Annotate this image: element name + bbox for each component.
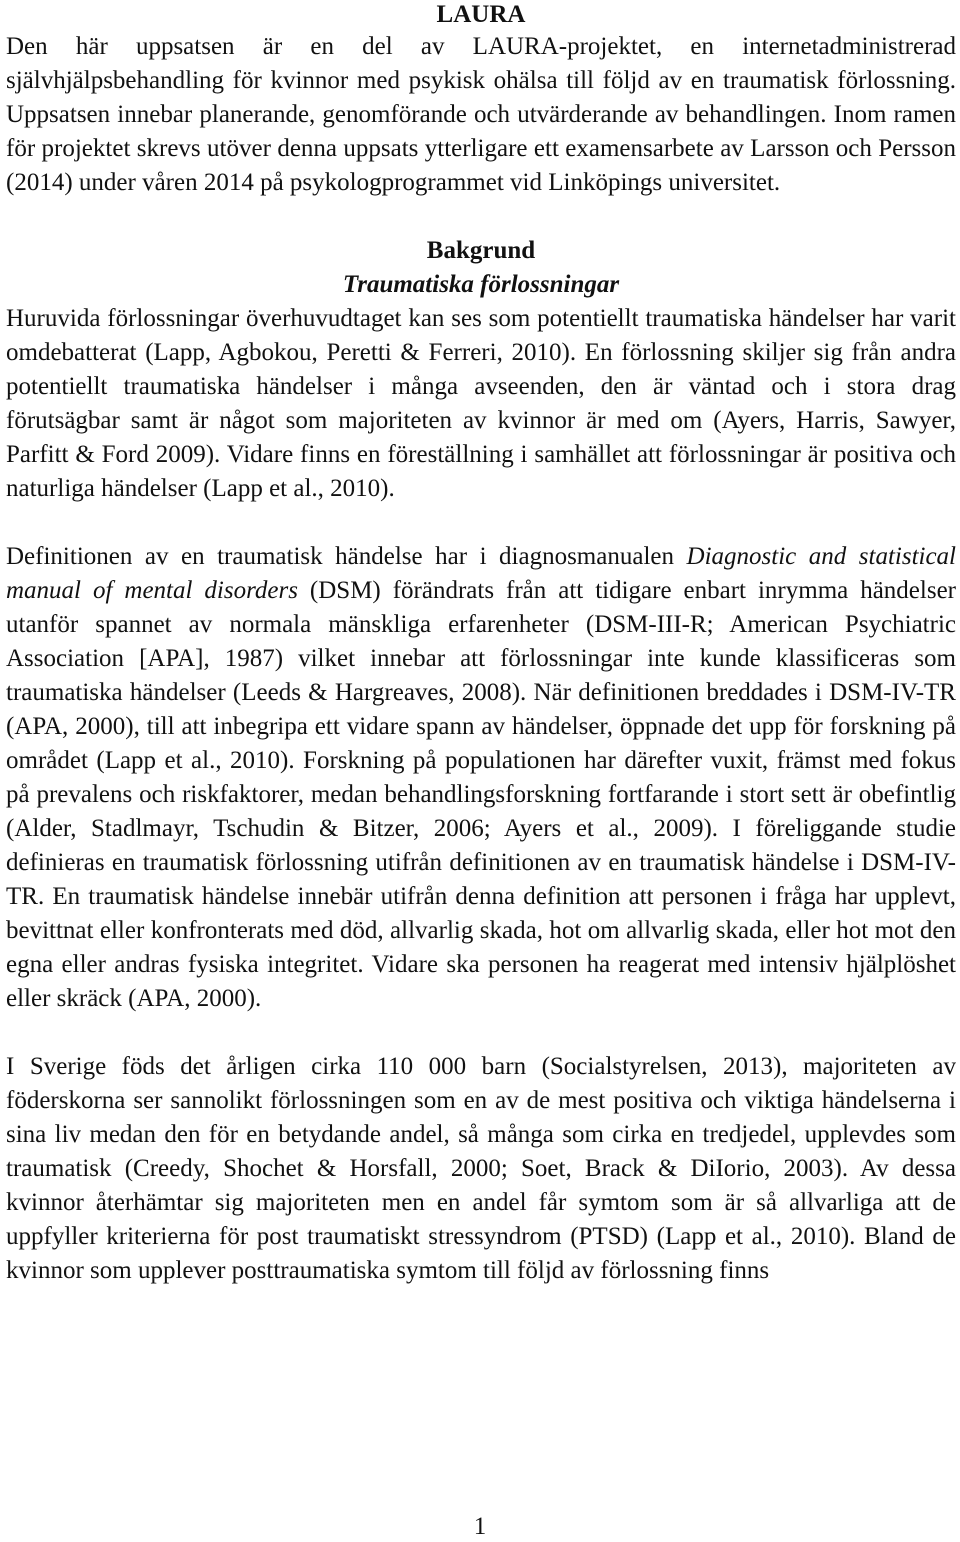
document-page (6, 0, 956, 1288)
body-paragraph-2 (6, 540, 956, 1016)
spacer (6, 1016, 956, 1050)
body-paragraph-1: Huruvida förlossningar överhuvudtaget kan ses som potentiellt traumatiska händelser har varit omdebatterat (Lapp, Agbokou, Peretti & Ferreri, 2010). En förlossning skiljer sig från andra potentiellt traumatiska händelser i många avseenden, den är väntad och i stora drag förutsägbar samt är något som majoriteten av kvinnor är med om (Ayers, Harris, Sawyer, Parfitt & Ford 2009). Vidare finns en föreställning i samhället att förlossningar är positiva och naturliga händelser (Lapp et al., 2010). (6, 305, 956, 502)
dsm-title-italic: Diagnostic and statistical manual of mental disorders (6, 543, 956, 604)
intro-paragraph: Den här uppsatsen är en del av LAURA-projektet, en internetadministrerad självhjälpsbehandling för kvinnor med psykisk ohälsa till följd av en traumatisk förlossning. Uppsatsen innebar planerande, genomförande och utvärderande av behandlingen. Inom ramen för projektet skrevs utöver denna uppsats ytterligare ett examensarbete av Larsson och Persson (2014) under våren 2014 på psykologprogrammet vid Linköpings universitet. (6, 33, 956, 196)
subsection-heading: Traumatiska förlossningar (342, 271, 620, 298)
spacer (6, 200, 956, 234)
paragraph-2-text-start: Definitionen av en traumatisk händelse har i diagnosmanualen (6, 543, 687, 570)
spacer (6, 506, 956, 540)
page-number: 1 (473, 1513, 487, 1540)
body-paragraph-3: I Sverige föds det årligen cirka 110 000 barn (Socialstyrelsen, 2013), majoriteten av föderskorna ser sannolikt förlossningen som en av de mest positiva och viktiga händelserna i sina liv medan den för en betydande andel, så många som cirka en tredjedel, upplevdes som traumatisk (Creedy, Shochet & Horsfall, 2000; Soet, Brack & DiIorio, 2003). Av dessa kvinnor återhämtar sig majoriteten men en andel får symtom som är så allvarliga att de uppfyller kriterierna för post traumatiskt stressyndrom (PTSD) (Lapp et al., 2010). Bland de kvinnor som upplever posttraumatiska symtom till följd av förlossning finns (6, 1053, 956, 1284)
section-heading: Bakgrund (426, 237, 536, 264)
paragraph-2-text-end: (DSM) förändrats från att tidigare enbart inrymma händelser utanför spannet av normala mänskliga erfarenheter (DSM-III-R; American Psychiatric Association [APA], 1987) vilket innebar att förlossningar inte kunde klassificeras som traumatiska händelser (Leeds & Hargreaves, 2008). När definitionen breddades i DSM-IV-TR (APA, 2000), till att inbegripa ett vidare spann av händelser, öppnade det upp för forskning på området (Lapp et al., 2010). Forskning på populationen har därefter vuxit, främst med fokus på prevalens och riskfaktorer, medan behandlingsforskning fortfarande i stort sett är obefintlig (Alder, Stadlmayr, Tschudin & Bitzer, 2006; Ayers et al., 2009). I föreliggande studie definieras en traumatisk förlossning utifrån definitionen av en traumatisk händelse i DSM-IV-TR. En traumatisk händelse innebär utifrån denna definition att personen i fråga har upplevt, bevittnat eller konfronterats med död, allvarlig skada, hot om allvarlig skada, eller hot mot den egna eller andras fysiska integritet. Vidare ska personen ha reagerat med intensiv hjälplöshet eller skräck (APA, 2000). (6, 577, 956, 1012)
document-title: LAURA (436, 1, 526, 28)
